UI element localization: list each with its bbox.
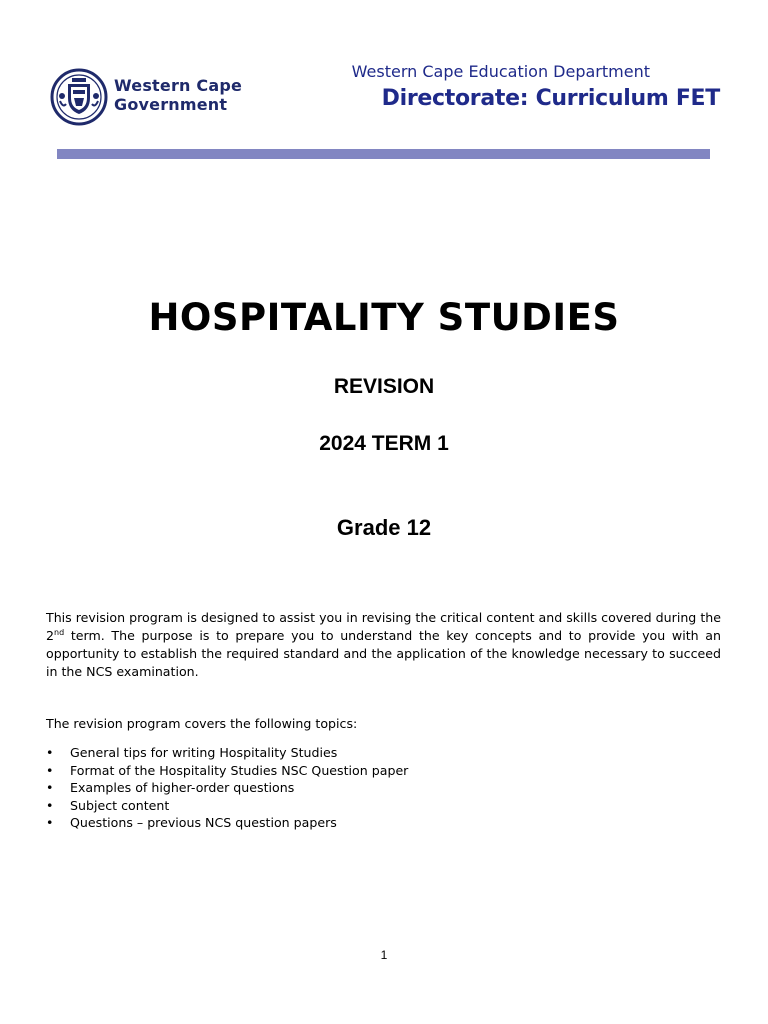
topic-text: Questions – previous NCS question papers: [70, 815, 337, 831]
logo-line-2: Government: [114, 95, 228, 114]
bullet: •: [46, 797, 54, 813]
bullet: •: [46, 780, 54, 796]
topic-text: Subject content: [70, 797, 170, 813]
topic-text: General tips for writing Hospitality Studies: [70, 745, 338, 760]
topics-intro: The revision program covers the following topics:: [46, 716, 358, 731]
intro-paragraph: [46, 609, 721, 681]
topic-text: Format of the Hospitality Studies NSC Question paper: [70, 762, 409, 778]
topic-text: Examples of higher-order questions: [70, 780, 295, 796]
bullet: •: [46, 745, 54, 760]
department-name: Western Cape Education Department: [351, 62, 650, 81]
list-item: [46, 779, 408, 797]
directorate-heading: Directorate: Curriculum FET: [381, 86, 720, 111]
logo-line-1: Western Cape: [114, 76, 243, 95]
list-item: [46, 797, 408, 815]
western-cape-government-logo: [50, 68, 250, 126]
list-item: [46, 814, 408, 832]
coat-of-arms-icon: [50, 68, 108, 126]
list-item: [46, 762, 408, 780]
topics-list: [46, 744, 408, 832]
page-number: 1: [380, 948, 388, 962]
document-grade: Grade 12: [336, 515, 432, 540]
header-divider: [57, 149, 710, 159]
intro-text-start: This revision program is designed to assist you in revising the critical content and skills covered during the 2: [46, 610, 721, 643]
document-subtitle: REVISION: [333, 375, 435, 398]
list-item: [46, 744, 408, 762]
document-title: HOSPITALITY STUDIES: [148, 296, 620, 339]
bullet: •: [46, 815, 54, 831]
intro-text-end: term. The purpose is to prepare you to understand the key concepts and to provide you with an opportunity to establish the required standard and the application of the knowledge necessary to succeed in the NCS examination.: [46, 628, 721, 679]
document-term: 2024 TERM 1: [319, 432, 449, 455]
logo-wordmark: [114, 76, 242, 114]
intro-superscript: nd: [54, 627, 65, 637]
bullet: •: [46, 762, 54, 778]
